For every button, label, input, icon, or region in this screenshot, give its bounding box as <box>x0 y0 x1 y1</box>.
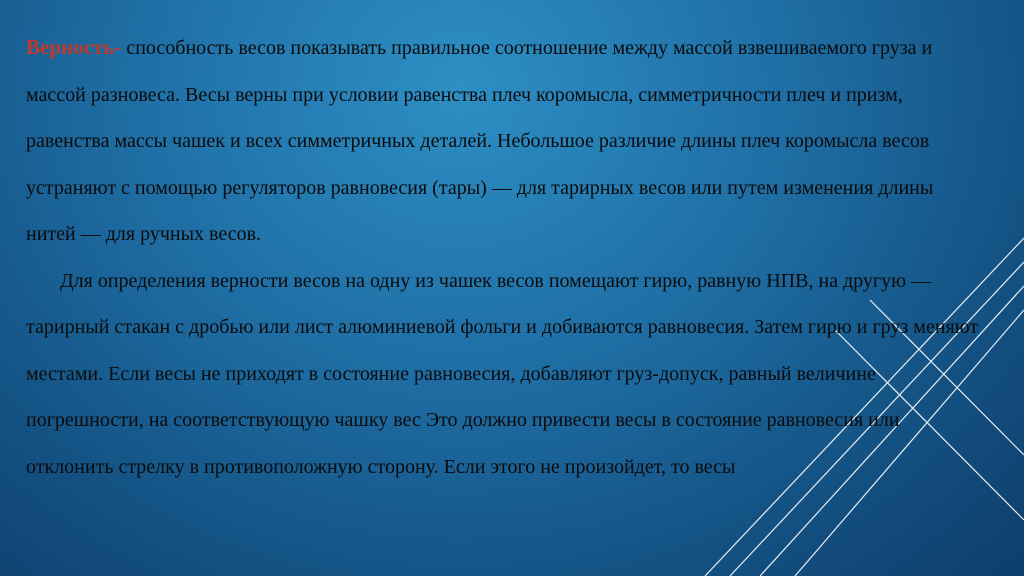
term-vernost: Верность- <box>26 35 122 59</box>
body-text <box>26 24 986 490</box>
paragraph-procedure: Для определения верности весов на одну из чашек весов помещают гирю, равную НПВ, на другую — тарирный стакан с дробью или лист алюминиевой фольги и добиваются равновесия. Затем гирю и груз меняют местами. Если весы не приходят в состояние равновесия, добавляют груз-допуск, равный величине погрешности, на соответствующую чашку вес Это должно привести весы в состояние равновесия или отклонить стрелку в противоположную сторону. Если этого не произойдет, то весы <box>26 269 979 478</box>
paragraph-definition <box>26 24 986 258</box>
definition-text: способность весов показывать правильное соотношение между массой взвешиваемого груза и массой разновеса. Весы верны при условии равенства плеч коромысла, симметричности плеч и призм, равенства массы чашек и всех симметричных деталей. Небольшое различие длины плеч коромысла весов устраняют с помощью регуляторов равновесия (тары) — для тарирных весов или путем изменения длины нитей — для ручных весов. <box>26 37 934 245</box>
